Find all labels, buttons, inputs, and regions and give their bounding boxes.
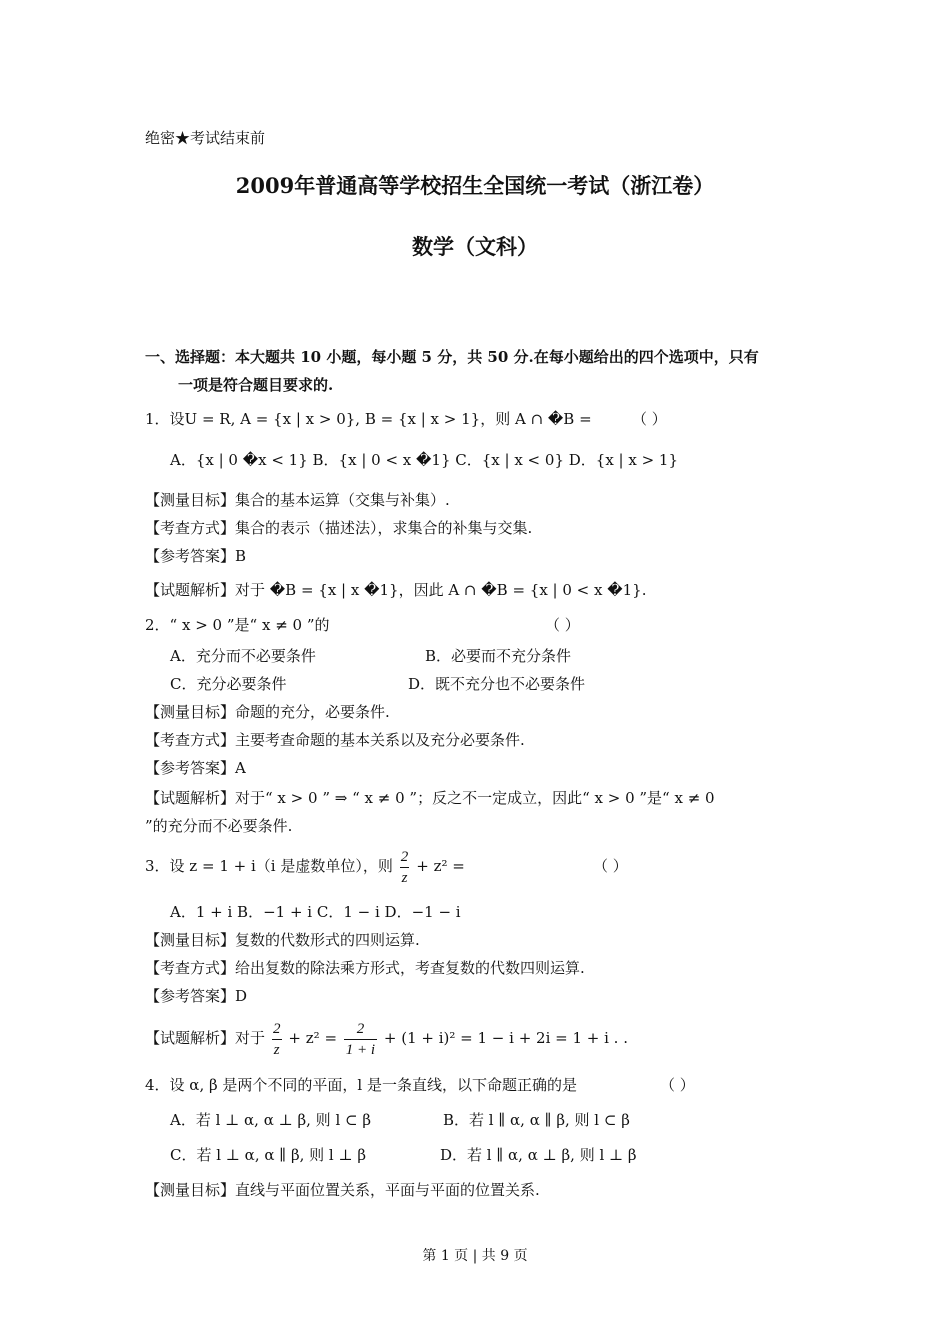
q3-fraction-numerator: 2	[400, 848, 409, 865]
q2-option-a: A．充分而不必要条件	[170, 647, 316, 665]
q3-analysis-fraction-2	[344, 1019, 377, 1060]
q2-stem: 2．“ x > 0 ”是“ x ≠ 0 ”的	[145, 616, 330, 634]
q3-fraction-denominator: z	[400, 867, 410, 888]
q2-goal: 【测量目标】命题的充分，必要条件.	[145, 703, 390, 721]
q3-analysis-fraction-1	[272, 1019, 282, 1060]
q3-analysis-fraction-2-numerator: 2	[356, 1020, 365, 1037]
q3-analysis-suffix: + (1 + i)² = 1 − i + 2i = 1 + i . .	[383, 1029, 628, 1047]
q3-stem-prefix: 3．设 z = 1 + i（i 是虚数单位），则	[145, 857, 393, 875]
q4-option-a: A．若 l ⊥ α, α ⊥ β, 则 l ⊂ β	[170, 1111, 372, 1129]
secret-label: 绝密★考试结束前	[145, 129, 266, 147]
page-footer: 第 1 页 | 共 9 页	[422, 1248, 528, 1264]
q3-analysis-fraction-1-denominator: z	[272, 1039, 282, 1060]
q2-analysis-line2: ”的充分而不必要条件.	[145, 817, 293, 835]
q3-analysis-fraction-1-numerator: 2	[272, 1020, 281, 1037]
q3-analysis-middle: + z² =	[288, 1029, 338, 1047]
q3-answer: 【参考答案】D	[145, 987, 248, 1005]
exam-subtitle: 数学（文科）	[412, 234, 538, 259]
q4-goal: 【测量目标】直线与平面位置关系，平面与平面的位置关系.	[145, 1181, 540, 1199]
q3-options: A．1 + i B．−1 + i C．1 − i D．−1 − i	[170, 903, 461, 921]
q2-option-b: B．必要而不充分条件	[425, 647, 572, 665]
exam-title: 2009年普通高等学校招生全国统一考试（浙江卷）	[235, 173, 715, 198]
q3-stem-suffix: + z² =	[416, 857, 465, 875]
q3-stem	[145, 846, 465, 888]
q3-goal: 【测量目标】复数的代数形式的四则运算.	[145, 931, 420, 949]
q4-stem: 4．设 α, β 是两个不同的平面，l 是一条直线，以下命题正确的是	[145, 1076, 577, 1094]
q1-options: A．{x | 0 �x < 1} B．{x | 0 < x �1} C．{x | x < 0} D．{x | x > 1}	[170, 451, 679, 469]
q4-option-c: C．若 l ⊥ α, α ∥ β, 则 l ⊥ β	[170, 1146, 367, 1164]
q3-analysis	[145, 1018, 628, 1060]
q2-analysis-line1: 【试题解析】对于“ x > 0 ” ⇒ “ x ≠ 0 ”；反之不一定成立，因此“ x > 0 ”是“ x ≠ 0	[145, 789, 715, 807]
q3-fraction	[400, 847, 410, 888]
section-instructions-line2: 一项是符合题目要求的.	[178, 376, 334, 394]
q1-answer: 【参考答案】B	[145, 547, 247, 565]
q2-answer: 【参考答案】A	[145, 759, 246, 777]
q3-analysis-prefix: 【试题解析】对于	[145, 1029, 266, 1047]
q2-option-d: D．既不充分也不必要条件	[408, 675, 586, 693]
section-instructions-line1: 一、选择题：本大题共 10 小题，每小题 5 分，共 50 分.在每小题给出的四个选项中，只有	[145, 348, 759, 366]
q4-answer-paren: （ ）	[660, 1076, 695, 1094]
q1-stem: 1．设U = R, A = {x | x > 0}, B = {x | x > 1}，则 A ∩ �B =	[145, 410, 592, 428]
q3-answer-paren: （ ）	[593, 857, 628, 875]
q4-option-b: B．若 l ∥ α, α ∥ β, 则 l ⊂ β	[443, 1111, 630, 1129]
q4-option-d: D．若 l ∥ α, α ⊥ β, 则 l ⊥ β	[440, 1146, 637, 1164]
q2-option-c: C．充分必要条件	[170, 675, 287, 693]
q3-analysis-fraction-2-denominator: 1 + i	[344, 1039, 377, 1060]
q2-answer-paren: （ ）	[545, 616, 580, 634]
q1-answer-paren: （ ）	[632, 410, 667, 428]
q1-analysis: 【试题解析】对于 �B = {x | x �1}，因此 A ∩ �B = {x | 0 < x �1}.	[145, 581, 647, 599]
q1-method: 【考查方式】集合的表示（描述法），求集合的补集与交集.	[145, 519, 533, 537]
q3-method: 【考查方式】给出复数的除法乘方形式，考查复数的代数四则运算.	[145, 959, 585, 977]
q2-method: 【考查方式】主要考查命题的基本关系以及充分必要条件.	[145, 731, 525, 749]
q1-goal: 【测量目标】集合的基本运算（交集与补集）.	[145, 491, 450, 509]
